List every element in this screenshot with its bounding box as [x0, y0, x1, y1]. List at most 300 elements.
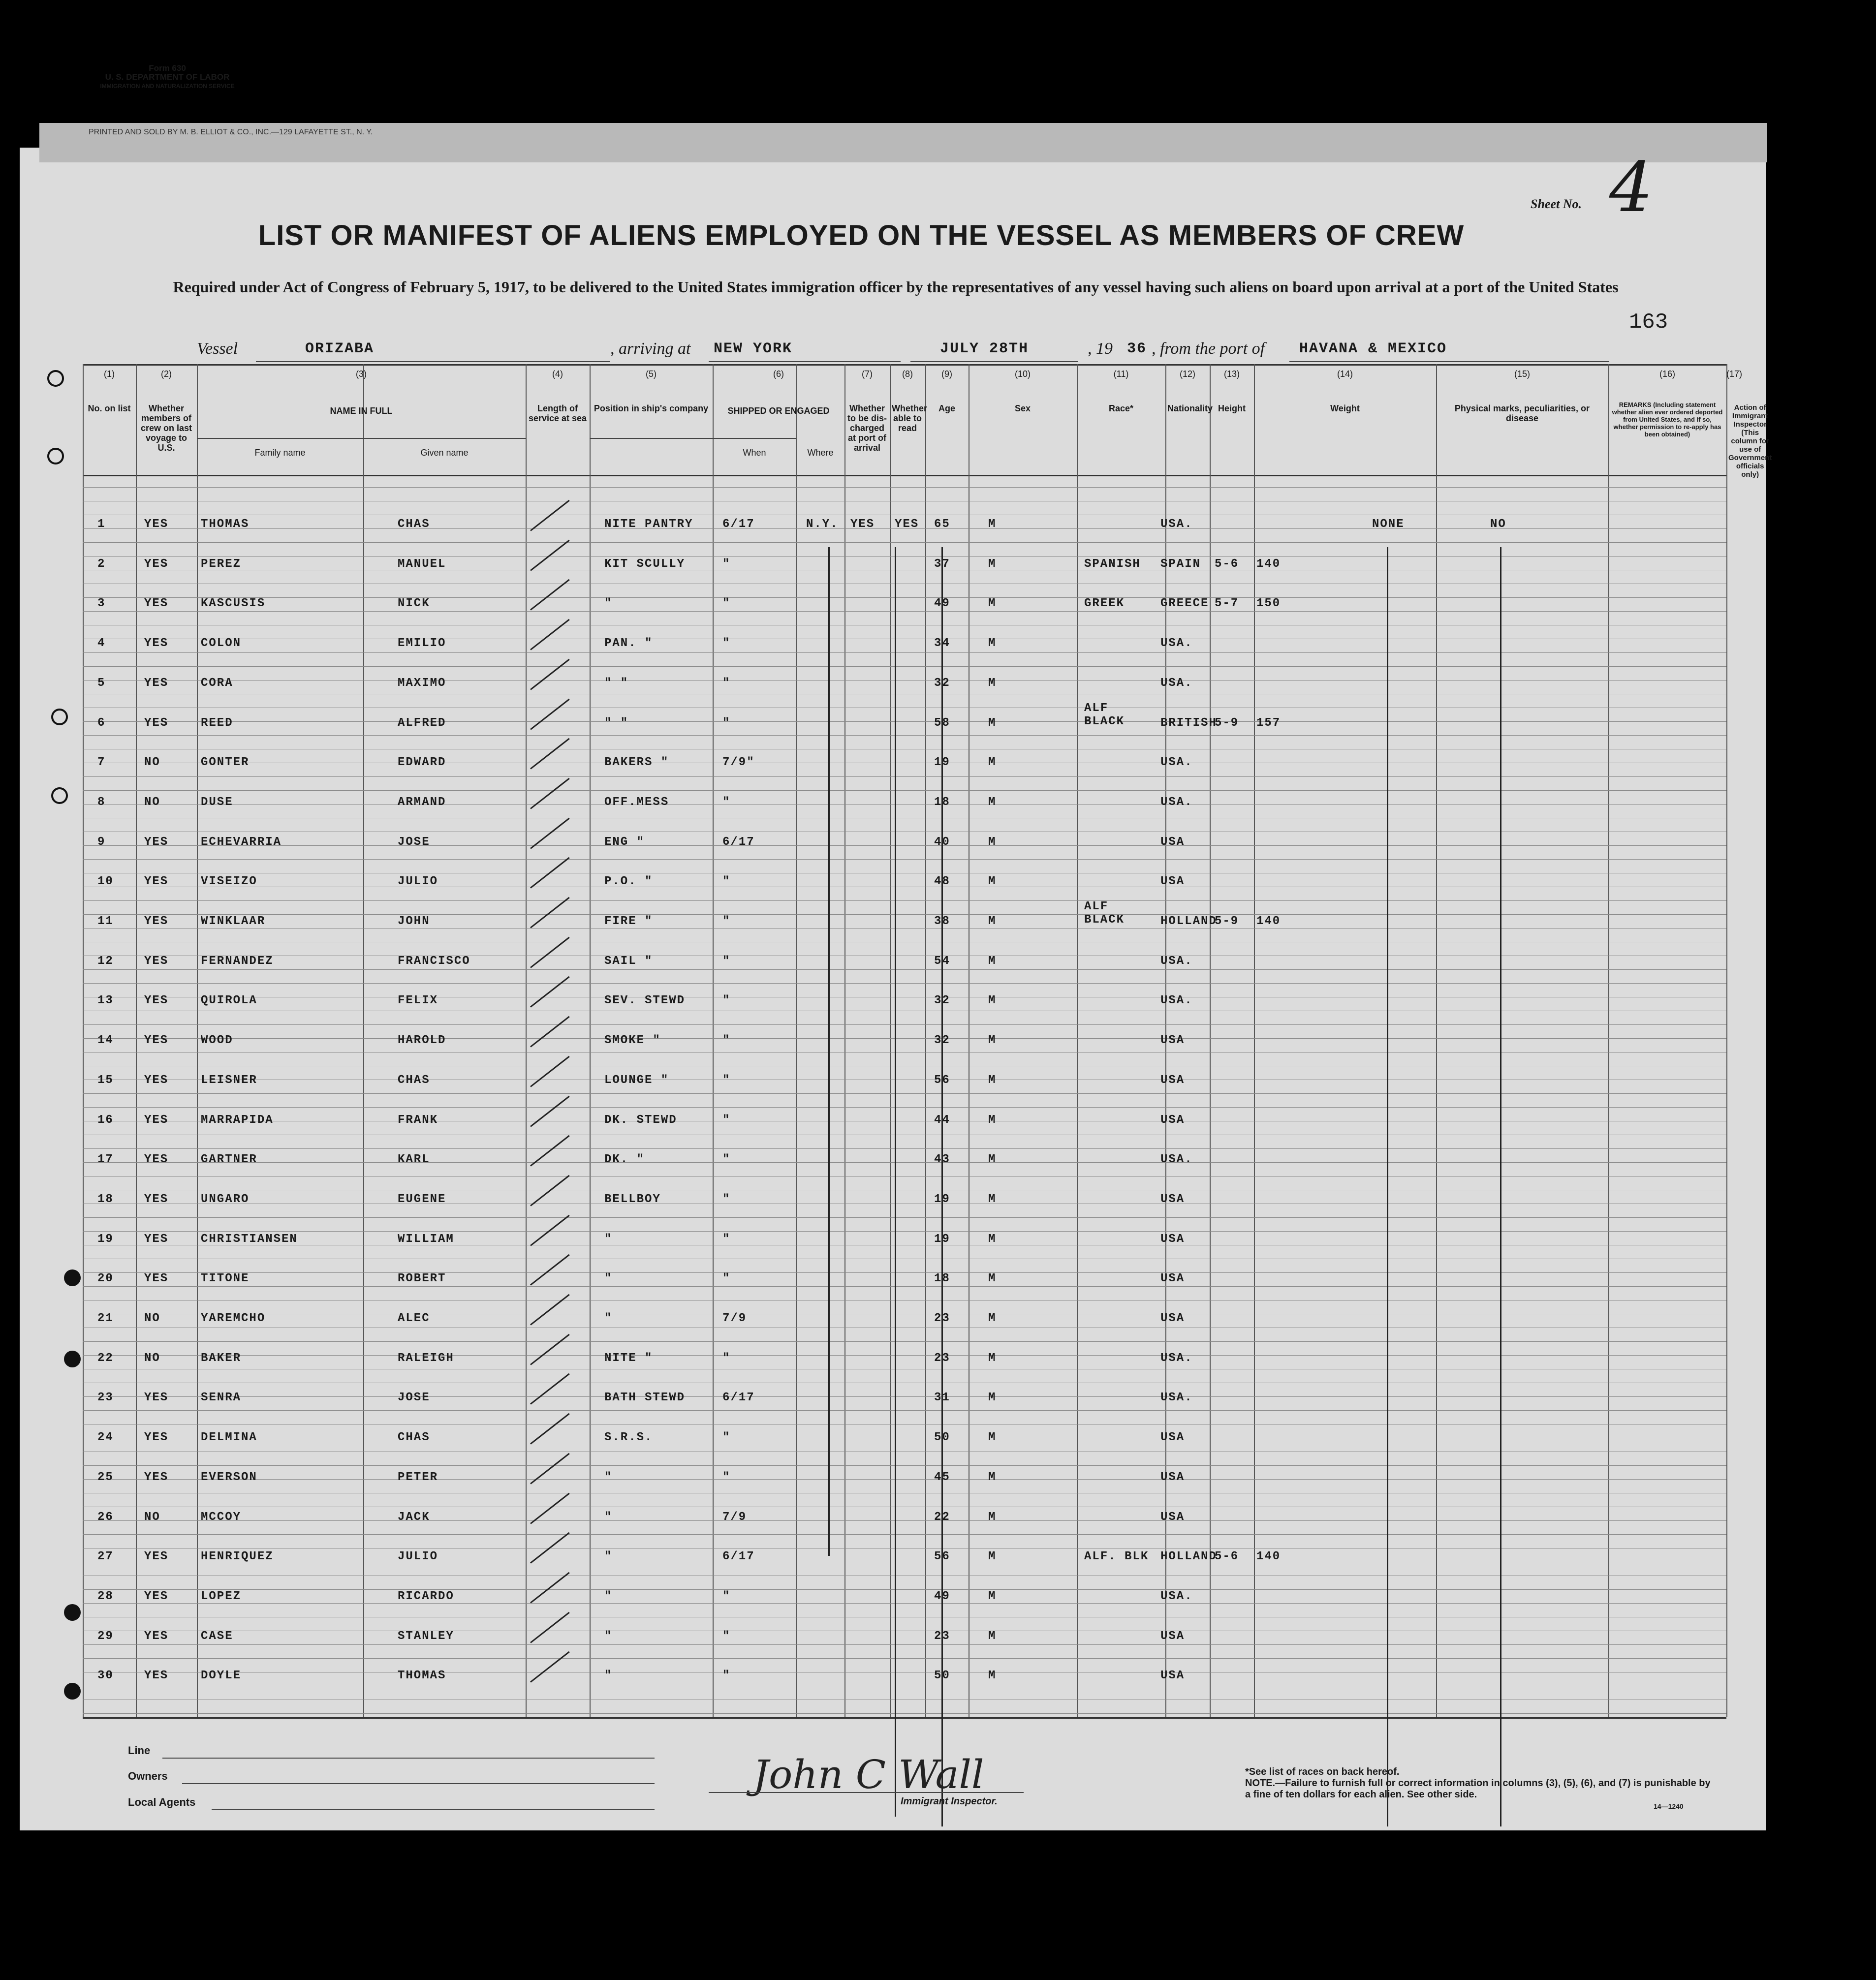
weight-cell: 140 [1256, 915, 1281, 928]
last-voyage-cell: YES [144, 1192, 169, 1206]
position-cell: " [604, 1669, 613, 1683]
age-cell: 40 [934, 835, 950, 849]
row-number: 3 [97, 597, 106, 611]
last-voyage-cell: YES [144, 994, 169, 1008]
column-rule [890, 364, 891, 1717]
last-voyage-cell: YES [144, 915, 169, 928]
row-number: 26 [97, 1510, 114, 1524]
row-number: 9 [97, 835, 106, 849]
sex-cell: M [988, 1629, 997, 1643]
row-number: 25 [97, 1470, 114, 1484]
nationality-cell: USA [1160, 1192, 1185, 1206]
given-name-cell: CHAS [398, 1073, 430, 1087]
row-number: 21 [97, 1312, 114, 1325]
length-of-service-check-mark [530, 897, 570, 928]
agents-underline [212, 1809, 655, 1810]
given-name-cell: HAROLD [398, 1034, 446, 1048]
column-header: Race* [1108, 403, 1134, 413]
given-name-cell: NICK [398, 597, 430, 611]
last-voyage-cell: YES [144, 1113, 169, 1127]
given-name-cell: EMILIO [398, 637, 446, 650]
ruled-line [83, 1603, 1726, 1604]
ruled-line [83, 542, 1726, 543]
ruled-line [83, 1589, 1726, 1590]
shipped-when-cell: " [722, 1669, 731, 1683]
binder-hole [47, 448, 64, 464]
crew-table [83, 364, 1772, 1717]
ruled-line [83, 1479, 1726, 1480]
column-number: (5) [646, 369, 657, 379]
given-name-cell: THOMAS [398, 1669, 446, 1683]
given-name-cell: MANUEL [398, 557, 446, 571]
footnote-races: *See list of races on back hereof. [1245, 1766, 1400, 1777]
remarks-cell: NO [1490, 518, 1506, 531]
last-voyage-cell: YES [144, 1034, 169, 1048]
form-identification [79, 64, 256, 91]
table-top-rule [83, 364, 1726, 366]
row-number: 17 [97, 1153, 114, 1167]
family-name-cell: ECHEVARRIA [201, 835, 282, 849]
sheet-number-label: Sheet No. [1531, 197, 1582, 211]
length-of-service-check-mark [530, 1214, 570, 1246]
owners-underline [182, 1783, 655, 1784]
binder-hole [64, 1604, 81, 1621]
position-cell: DK. " [604, 1153, 645, 1167]
row-number: 13 [97, 994, 114, 1008]
position-cell: " [604, 1550, 613, 1564]
length-of-service-check-mark [530, 1572, 570, 1604]
sex-cell: M [988, 1470, 997, 1484]
nationality-cell: USA [1160, 875, 1185, 889]
shipped-when-cell: " [722, 1351, 731, 1365]
last-voyage-cell: NO [144, 1510, 160, 1524]
vessel-label: Vessel [197, 340, 238, 358]
family-name-cell: DOYLE [201, 1669, 242, 1683]
sex-cell: M [988, 1669, 997, 1683]
height-cell: 5-7 [1215, 597, 1239, 611]
column-number: (1) [104, 369, 115, 379]
ruled-line [83, 1024, 1726, 1025]
sex-cell: M [988, 1192, 997, 1206]
ruled-line [83, 1107, 1726, 1108]
family-name-cell: DELMINA [201, 1431, 257, 1445]
nationality-cell: HOLLAND [1160, 915, 1217, 928]
given-name-cell: CHAS [398, 518, 430, 531]
sex-cell: M [988, 1431, 997, 1445]
shipped-when-cell: " [722, 1272, 731, 1286]
row-number: 24 [97, 1431, 114, 1445]
given-name-cell: FRANK [398, 1113, 438, 1127]
column-number: (13) [1223, 369, 1240, 379]
shipped-when-cell: " [722, 1232, 731, 1246]
column-header: NAME IN FULL [330, 406, 393, 416]
length-of-service-check-mark [530, 817, 570, 849]
family-name-cell: KASCUSIS [201, 597, 266, 611]
column-number: (7) [862, 369, 873, 379]
age-cell: 49 [934, 597, 950, 611]
column-number: (2) [161, 369, 172, 379]
nationality-cell: USA [1160, 1629, 1185, 1643]
ruled-line [83, 1162, 1726, 1163]
column-header: Weight [1330, 403, 1360, 413]
printer-line: PRINTED AND SOLD BY M. B. ELLIOT & CO., INC.—129 LAFAYETTE ST., N. Y. [89, 128, 373, 136]
given-name-cell: MAXIMO [398, 676, 446, 690]
nationality-cell: USA [1160, 1510, 1185, 1524]
column-rule [590, 364, 591, 1717]
last-voyage-cell: YES [144, 1550, 169, 1564]
position-cell: " [604, 597, 613, 611]
age-cell: 50 [934, 1431, 950, 1445]
nationality-cell: USA [1160, 1073, 1185, 1087]
family-name-cell: BAKER [201, 1351, 242, 1365]
group-header-rule [197, 438, 526, 439]
sub-column-header: Where [807, 448, 834, 458]
ditto-line [941, 547, 943, 1826]
last-voyage-cell: YES [144, 1153, 169, 1167]
sex-cell: M [988, 756, 997, 770]
port-underline [709, 361, 901, 362]
ruled-line [83, 1231, 1726, 1232]
row-number: 10 [97, 875, 114, 889]
last-voyage-cell: YES [144, 1073, 169, 1087]
ditto-line [895, 547, 896, 1817]
column-rule [1726, 364, 1727, 1717]
height-cell: 5-9 [1215, 915, 1239, 928]
page-title: LIST OR MANIFEST OF ALIENS EMPLOYED ON THE VESSEL AS MEMBERS OF CREW [258, 219, 1465, 251]
age-cell: 34 [934, 637, 950, 650]
ruled-line [83, 1534, 1726, 1535]
age-cell: 31 [934, 1391, 950, 1405]
height-cell: 5-6 [1215, 1550, 1239, 1564]
ruled-line [83, 1217, 1726, 1218]
height-cell: 5-9 [1215, 716, 1239, 730]
family-name-cell: TITONE [201, 1272, 250, 1286]
owners-label: Owners [128, 1770, 168, 1782]
line-label: Line [128, 1744, 151, 1757]
row-number: 6 [97, 716, 106, 730]
nationality-cell: USA [1160, 1470, 1185, 1484]
position-cell: NITE PANTRY [604, 518, 693, 531]
column-header: Action of Immigrant Inspector (This column for use of Government officials only) [1728, 403, 1772, 479]
age-cell: 18 [934, 1272, 950, 1286]
ruled-line [83, 1341, 1726, 1342]
row-number: 16 [97, 1113, 114, 1127]
column-header: Position in ship's company [594, 403, 709, 413]
shipped-when-cell: " [722, 954, 731, 968]
nationality-cell: USA [1160, 1272, 1185, 1286]
page-subtitle: Required under Act of Congress of February 5, 1917, to be delivered to the United States immigration officer by the representatives of any vessel having such aliens on board upon arrival at a port of the United States [173, 278, 1619, 296]
family-name-cell: WOOD [201, 1034, 233, 1048]
shipped-when-cell: " [722, 1192, 731, 1206]
family-name-cell: CORA [201, 676, 233, 690]
length-of-service-check-mark [530, 539, 570, 571]
last-voyage-cell: NO [144, 756, 160, 770]
family-name-cell: THOMAS [201, 518, 250, 531]
given-name-cell: PETER [398, 1470, 438, 1484]
last-voyage-cell: YES [144, 597, 169, 611]
row-number: 2 [97, 557, 106, 571]
nationality-cell: USA. [1160, 1351, 1193, 1365]
family-name-cell: DUSE [201, 795, 233, 809]
column-rule [136, 364, 137, 1717]
length-of-service-check-mark [530, 1611, 570, 1643]
column-header: SHIPPED OR ENGAGED [727, 406, 830, 416]
nationality-cell: USA. [1160, 1153, 1193, 1167]
ruled-line [83, 1093, 1726, 1094]
column-rule [1210, 364, 1211, 1717]
given-name-cell: ALEC [398, 1312, 430, 1325]
race-cell: ALF BLACK [1084, 900, 1125, 927]
length-of-service-check-mark [530, 619, 570, 650]
shipped-where-cell: N.Y. [806, 518, 839, 531]
arrival-port: NEW YORK [714, 340, 793, 357]
shipped-when-cell: " [722, 676, 731, 690]
arriving-label: , arriving at [610, 340, 691, 358]
column-header: Length of service at sea [528, 403, 587, 423]
family-name-cell: LEISNER [201, 1073, 257, 1087]
length-of-service-check-mark [530, 1175, 570, 1207]
length-of-service-check-mark [530, 1651, 570, 1683]
position-cell: SEV. STEWD [604, 994, 686, 1008]
column-header: Height [1218, 403, 1246, 413]
position-cell: BATH STEWD [604, 1391, 686, 1405]
sex-cell: M [988, 1232, 997, 1246]
ruled-line [83, 1272, 1726, 1273]
binder-hole [64, 1351, 81, 1367]
position-cell: " " [604, 716, 629, 730]
shipped-when-cell: " [722, 1113, 731, 1127]
sex-cell: M [988, 994, 997, 1008]
family-name-cell: YAREMCHO [201, 1312, 266, 1325]
ruled-line [83, 735, 1726, 736]
given-name-cell: EDWARD [398, 756, 446, 770]
shipped-when-cell: " [722, 557, 731, 571]
shipped-when-cell: 7/9 [722, 1510, 747, 1524]
ruled-line [83, 1713, 1726, 1714]
position-cell: NITE " [604, 1351, 653, 1365]
weight-cell: 150 [1256, 597, 1281, 611]
binder-hole [64, 1683, 81, 1700]
arrival-year: 36 [1127, 340, 1147, 357]
departure-port: HAVANA & MEXICO [1299, 340, 1447, 357]
position-cell: " [604, 1232, 613, 1246]
sex-cell: M [988, 1312, 997, 1325]
row-number: 27 [97, 1550, 114, 1564]
age-cell: 43 [934, 1153, 950, 1167]
last-voyage-cell: YES [144, 676, 169, 690]
age-cell: 38 [934, 915, 950, 928]
ruled-line [83, 1148, 1726, 1149]
column-number: (10) [1014, 369, 1031, 379]
column-number: (8) [902, 369, 913, 379]
family-name-cell: SENRA [201, 1391, 242, 1405]
weight-cell: 140 [1256, 557, 1281, 571]
arrival-date: JULY 28TH [940, 340, 1029, 357]
given-name-cell: JULIO [398, 875, 438, 889]
sub-column-header: Family name [254, 448, 306, 458]
last-voyage-cell: YES [144, 518, 169, 531]
footnote-penalty: NOTE.—Failure to furnish full or correct information in columns (3), (5), (6), and (7) is punishable by a fine of ten dollars for each alien. See other side. [1245, 1778, 1711, 1800]
row-number: 1 [97, 518, 106, 531]
last-voyage-cell: YES [144, 1669, 169, 1683]
last-voyage-cell: YES [144, 1431, 169, 1445]
family-name-cell: VISEIZO [201, 875, 257, 889]
ruled-line [83, 1396, 1726, 1397]
position-cell: LOUNGE " [604, 1073, 669, 1087]
sex-cell: M [988, 1034, 997, 1048]
from-port-underline [1289, 361, 1609, 362]
age-cell: 22 [934, 1510, 950, 1524]
column-rule [1254, 364, 1255, 1717]
age-cell: 58 [934, 716, 950, 730]
row-number: 4 [97, 637, 106, 650]
last-voyage-cell: YES [144, 637, 169, 650]
row-number: 29 [97, 1629, 114, 1643]
column-number: (15) [1514, 369, 1530, 379]
row-number: 30 [97, 1669, 114, 1683]
given-name-cell: RICARDO [398, 1589, 454, 1603]
shipped-when-cell: " [722, 1034, 731, 1048]
length-of-service-check-mark [530, 659, 570, 690]
sheet-number-value: 4 [1609, 148, 1654, 228]
date-underline [910, 361, 1078, 362]
sex-cell: M [988, 1510, 997, 1524]
given-name-cell: FELIX [398, 994, 438, 1008]
shipped-when-cell: " [722, 1470, 731, 1484]
shipped-when-cell: 7/9 [722, 1312, 747, 1325]
ruled-line [83, 487, 1726, 488]
sex-cell: M [988, 915, 997, 928]
nationality-cell: USA. [1160, 676, 1193, 690]
line-underline [162, 1758, 655, 1759]
ruled-line [83, 597, 1726, 598]
family-name-cell: EVERSON [201, 1470, 257, 1484]
position-cell: " [604, 1312, 613, 1325]
race-cell: SPANISH [1084, 557, 1141, 571]
length-of-service-check-mark [530, 1095, 570, 1127]
column-rule [796, 364, 797, 1717]
column-header: Whether to be dis-charged at port of arrival [847, 403, 887, 453]
nationality-cell: USA [1160, 1669, 1185, 1683]
column-header: Whether able to read [892, 403, 927, 433]
family-name-cell: QUIROLA [201, 994, 257, 1008]
last-voyage-cell: YES [144, 1391, 169, 1405]
family-name-cell: LOPEZ [201, 1589, 242, 1603]
family-name-cell: CHRISTIANSEN [201, 1232, 298, 1246]
ruled-line [83, 900, 1726, 901]
shipped-when-cell: " [722, 597, 731, 611]
column-rule [1608, 364, 1609, 1717]
position-cell: OFF.MESS [604, 795, 669, 809]
nationality-cell: BRITISH [1160, 716, 1217, 730]
shipped-when-cell: " [722, 915, 731, 928]
sex-cell: M [988, 1073, 997, 1087]
row-number: 5 [97, 676, 106, 690]
given-name-cell: RALEIGH [398, 1351, 454, 1365]
row-number: 28 [97, 1589, 114, 1603]
column-rule [1077, 364, 1078, 1717]
position-cell: FIRE " [604, 915, 653, 928]
given-name-cell: JOSE [398, 835, 430, 849]
ditto-line [1387, 547, 1388, 1826]
sex-cell: M [988, 1351, 997, 1365]
binder-hole [47, 370, 64, 387]
age-cell: 19 [934, 756, 950, 770]
column-header: Nationality [1167, 403, 1213, 413]
position-cell: " [604, 1272, 613, 1286]
column-rule [1436, 364, 1437, 1717]
position-cell: ENG " [604, 835, 645, 849]
ruled-line [83, 776, 1726, 777]
length-of-service-check-mark [530, 738, 570, 770]
age-cell: 50 [934, 1669, 950, 1683]
shipped-when-cell: " [722, 1589, 731, 1603]
position-cell: " [604, 1470, 613, 1484]
family-name-cell: GARTNER [201, 1153, 257, 1167]
ruled-line [83, 1658, 1726, 1659]
length-of-service-check-mark [530, 1413, 570, 1445]
shipped-when-cell: " [722, 637, 731, 650]
nationality-cell: USA. [1160, 954, 1193, 968]
column-header: No. on list [88, 403, 131, 413]
position-cell: SAIL " [604, 954, 653, 968]
year-prefix: , 19 [1088, 340, 1113, 358]
shipped-when-cell: " [722, 1431, 731, 1445]
last-voyage-cell: YES [144, 835, 169, 849]
shipped-when-cell: " [722, 716, 731, 730]
column-header: REMARKS (Including statement whether alien ever ordered deported from United States, and if so, whether permission to re-apply has been obtained) [1612, 401, 1723, 438]
ruled-line [83, 666, 1726, 667]
length-of-service-check-mark [530, 1492, 570, 1524]
race-cell: GREEK [1084, 597, 1125, 611]
family-name-cell: UNGARO [201, 1192, 250, 1206]
length-of-service-check-mark [530, 1056, 570, 1087]
ruled-line [83, 1355, 1726, 1356]
length-of-service-check-mark [530, 1016, 570, 1048]
ruled-line [83, 1286, 1726, 1287]
nationality-cell: USA [1160, 1113, 1185, 1127]
position-cell: BELLBOY [604, 1192, 661, 1206]
family-name-cell: HENRIQUEZ [201, 1550, 274, 1564]
length-of-service-check-mark [530, 1373, 570, 1405]
column-number: (11) [1113, 369, 1129, 379]
age-cell: 18 [934, 795, 950, 809]
given-name-cell: JOHN [398, 915, 430, 928]
column-rule [713, 364, 714, 1717]
column-rule [197, 364, 198, 1717]
last-voyage-cell: YES [144, 1589, 169, 1603]
age-cell: 44 [934, 1113, 950, 1127]
nationality-cell: USA [1160, 1232, 1185, 1246]
discharged-cell: YES [850, 518, 875, 531]
column-header: Age [938, 403, 955, 413]
ruled-line [83, 1410, 1726, 1411]
given-name-cell: EUGENE [398, 1192, 446, 1206]
ruled-line [83, 1644, 1726, 1645]
vessel-underline [256, 361, 610, 362]
age-cell: 19 [934, 1232, 950, 1246]
column-rule [363, 364, 364, 1717]
family-name-cell: GONTER [201, 756, 250, 770]
nationality-cell: USA. [1160, 994, 1193, 1008]
last-voyage-cell: NO [144, 1351, 160, 1365]
ruled-line [83, 1465, 1726, 1466]
sex-cell: M [988, 875, 997, 889]
weight-cell: 157 [1256, 716, 1281, 730]
shipped-when-cell: " [722, 795, 731, 809]
sex-cell: M [988, 676, 997, 690]
last-voyage-cell: YES [144, 716, 169, 730]
